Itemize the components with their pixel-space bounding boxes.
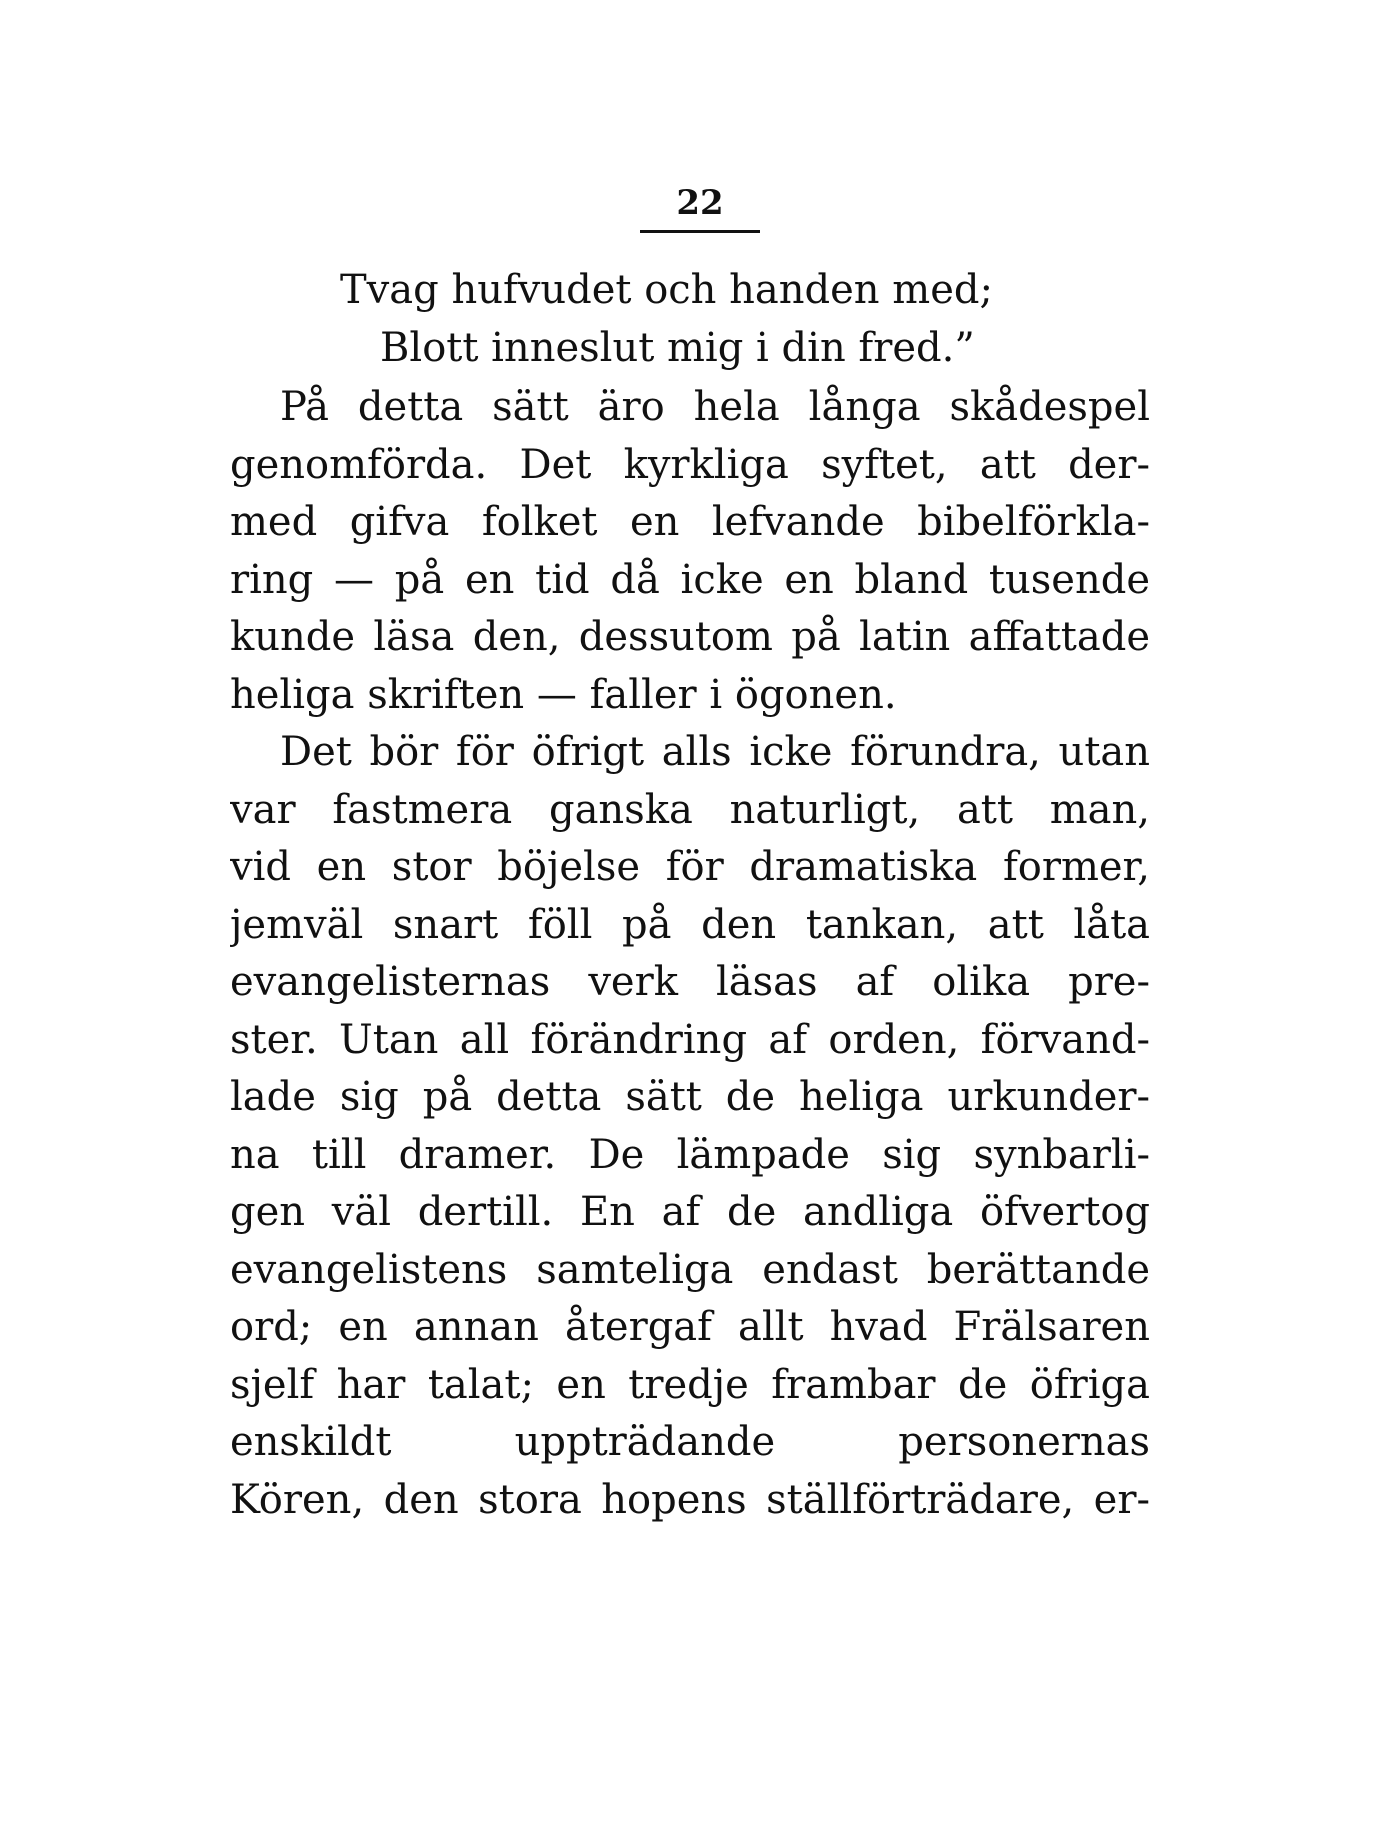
text-line: ster. Utan all förändring af orden, förvand- <box>230 1016 1150 1063</box>
verse-line: Blott inneslut mig i din fred.” <box>380 324 975 371</box>
page-number-rule <box>640 230 760 233</box>
text-line: evangelisternas verk läsas af olika pre- <box>230 959 1150 1005</box>
text-line: var fastmera ganska naturligt, att man, <box>230 786 1150 833</box>
text-line: gen väl dertill. En af de andliga öfvertog <box>230 1189 1150 1235</box>
text-line: med gifva folket en lefvande bibelförkla- <box>230 499 1150 545</box>
text-line: Kören, den stora hopens ställförträdare, er- <box>230 1476 1150 1523</box>
paragraph-1 <box>230 379 1150 724</box>
text-line: sjelf har talat; en tredje frambar de öfriga <box>230 1361 1150 1408</box>
text-line: vid en stor böjelse för dramatiska former, <box>230 844 1150 890</box>
text-block <box>230 262 1150 1529</box>
verse-line: Tvag hufvudet och handen med; <box>340 267 993 313</box>
text-line: evangelistens samteliga endast berättande <box>230 1246 1150 1293</box>
paragraph-2 <box>230 724 1150 1529</box>
text-line: na till dramer. De lämpade sig synbarli- <box>230 1131 1150 1178</box>
text-line: enskildt uppträdande personernas <box>230 1419 1150 1465</box>
text-line: genomförda. Det kyrkliga syftet, att der- <box>230 441 1150 488</box>
text-line: heliga skriften — faller i ögonen. <box>230 671 897 718</box>
text-line: ord; en annan återgaf allt hvad Frälsaren <box>230 1304 1150 1350</box>
page-number: 22 <box>676 183 724 223</box>
verse-quote <box>230 262 1150 377</box>
text-line: Det bör för öfrigt alls icke förundra, utan <box>280 729 1150 775</box>
text-line: På detta sätt äro hela långa skådespel <box>280 384 1150 430</box>
text-line: lade sig på detta sätt de heliga urkunder- <box>230 1074 1150 1120</box>
text-line: jemväl snart föll på den tankan, att låta <box>230 901 1150 948</box>
text-line: ring — på en tid då icke en bland tusende <box>230 556 1150 603</box>
text-line: kunde läsa den, dessutom på latin affattade <box>230 614 1150 660</box>
